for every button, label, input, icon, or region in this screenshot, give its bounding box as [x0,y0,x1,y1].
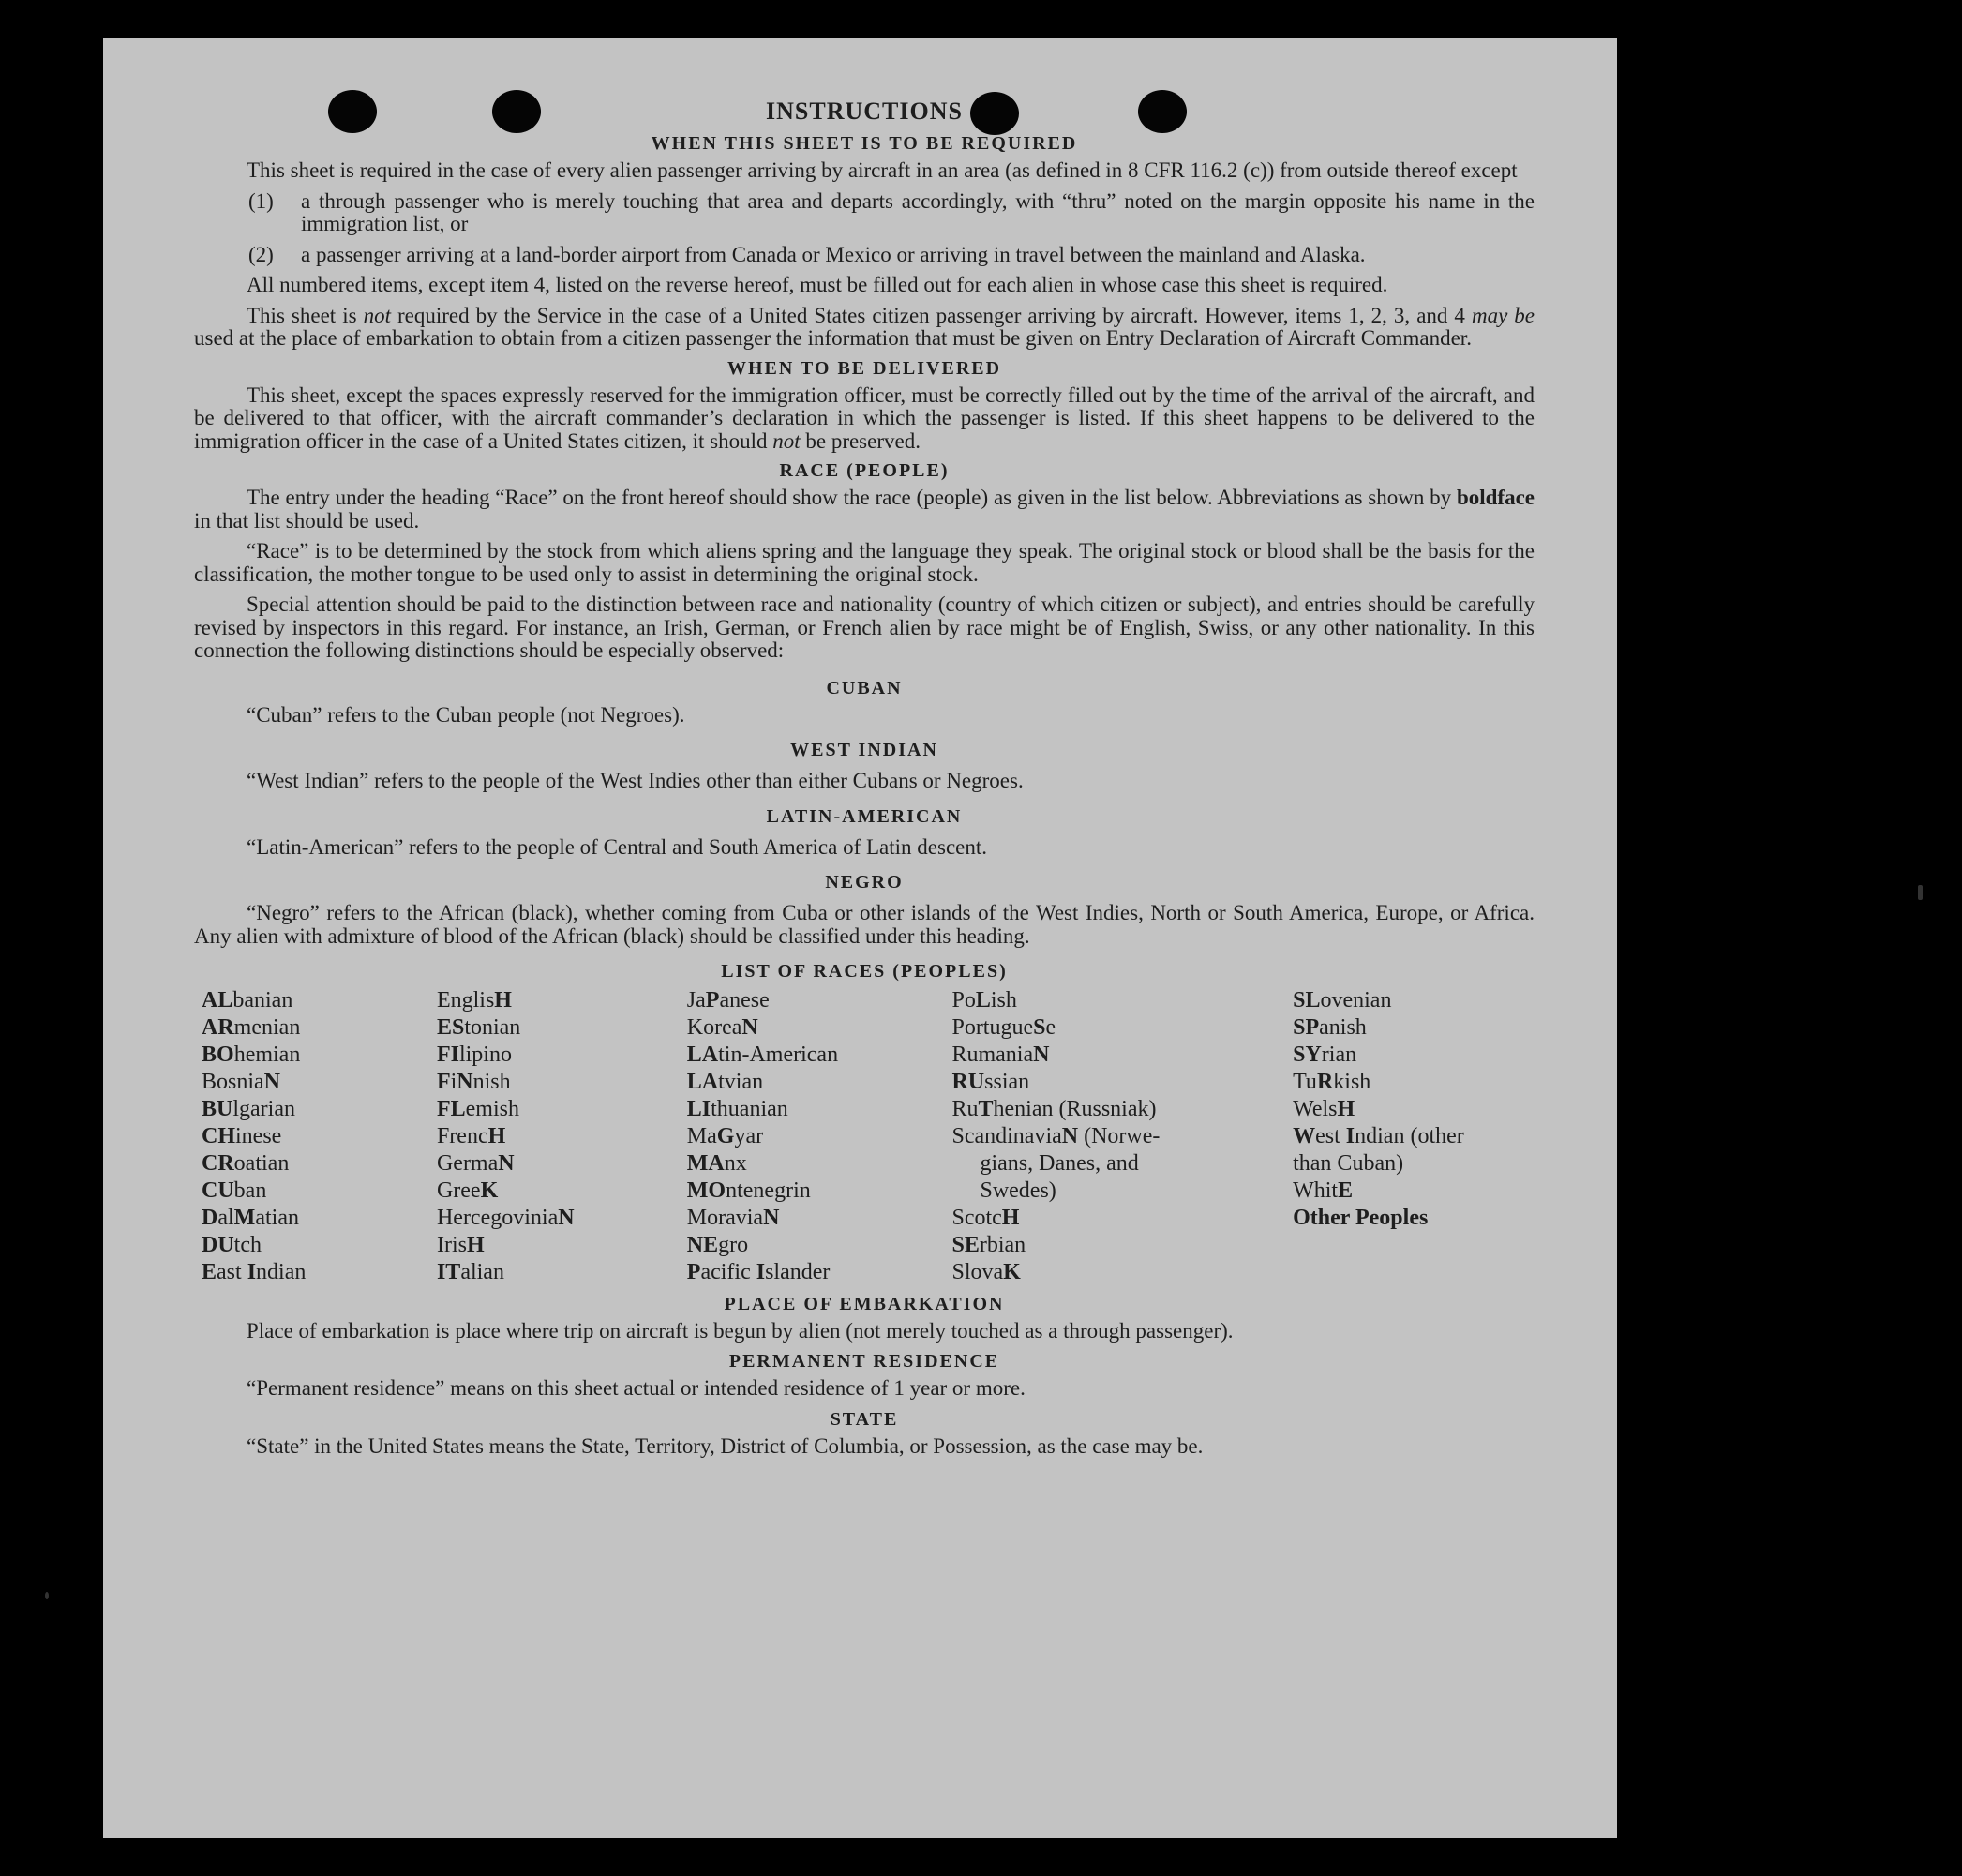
item-number: (2) [248,242,274,266]
scan-mark [1918,885,1923,900]
race-entry: WhitE [1293,1178,1354,1203]
race-column-5 [1293,987,1535,1286]
race-entry: gians, Danes, and [980,1151,1139,1176]
race-entry: Swedes) [980,1178,1056,1203]
section-heading-latin-american: LATIN-AMERICAN [766,805,963,827]
section-heading-negro: NEGRO [825,872,904,893]
race-entry: RumaniaN [951,1043,1050,1067]
race-entry: DalMatian [202,1206,299,1230]
scan-mark [45,1592,49,1599]
race-entry: ARmenian [202,1015,301,1040]
race-entry: EnglisH [436,988,512,1013]
race-entry: LIthuanian [686,1097,788,1121]
race-entry: BosniaN [202,1070,281,1094]
race-entry: NEgro [686,1233,749,1257]
state-text: “State” in the United States means the State, Territory, District of Columbia, or Possession, as the case may be. [247,1434,1204,1458]
page-title: INSTRUCTIONS [766,98,963,125]
item-number: (1) [248,188,274,213]
negro-text: “Negro” refers to the African (black), whether coming from Cuba or other islands of the West Indies, North or South America, Europe, or Africa. Any alien with admixture of blood of the African (black) should be classified under this heading. [194,901,1535,948]
race-paragraph-3: Special attention should be paid to the distinction between race and nationality (country of which citizen or subject), and entries should be carefully revised by inspectors in this regard. For instance, an Irish, German, or French alien by race might be of English, Swiss, or any other nationality. In this connection the following distinctions should be especially observed: [194,593,1535,662]
race-entry: GreeK [436,1178,499,1203]
race-column-2 [437,987,687,1286]
section-heading-residence: PERMANENT RESIDENCE [728,1350,1000,1372]
race-entry: SErbian [951,1233,1026,1257]
section-heading-required: WHEN THIS SHEET IS TO BE REQUIRED [651,133,1078,154]
race-entry: SlovaK [951,1260,1021,1284]
race-entry: JaPanese [686,988,770,1013]
race-column-3 [687,987,952,1286]
race-entry: RuThenian (Russniak) [951,1097,1157,1121]
race-column-1 [202,987,437,1286]
document-body [194,98,1535,1459]
race-entry: MoraviaN [686,1206,780,1230]
race-entry: RUssian [951,1070,1030,1094]
race-entry: PoLish [951,988,1017,1013]
race-entry: Pacific Islander [686,1260,831,1284]
race-entry: FrencH [436,1124,506,1148]
item-text: a passenger arriving at a land-border airport from Canada or Mexico or arriving in travel between the mainland and Alaska. [301,242,1366,266]
race-paragraph-2: “Race” is to be determined by the stock from which aliens spring and the language they speak. The original stock or blood shall be the basis for the classification, the mother tongue to be used only to assist in determining the original stock. [194,539,1535,586]
section-heading-race: RACE (PEOPLE) [779,460,950,481]
race-entry: GermaN [436,1151,515,1176]
exception-item-2 [194,244,1535,267]
race-entry: SPanish [1293,1015,1367,1040]
race-entry: CHinese [202,1124,282,1148]
delivered-paragraph: This sheet, except the spaces expressly reserved for the immigration officer, must be correctly filled out by the time of the arrival of the aircraft, and be delivered to that officer, with the aircraft commander’s declaration in which the passenger is listed. If this sheet happens to be delivered to the immigration officer in the case of a United States citizen, it should not be preserved. [194,383,1535,453]
race-entry: LAtin-American [686,1043,839,1067]
race-entry: ScandinaviaN (Norwe- [951,1124,1161,1148]
race-entry: PortugueSe [951,1015,1056,1040]
document-sheet [103,38,1617,1838]
race-entry: IrisH [436,1233,485,1257]
race-entry: West Indian (other [1293,1124,1464,1148]
race-entry: FiNnish [436,1070,511,1094]
race-entry: ITalian [436,1260,504,1284]
race-entry: SYrian [1293,1043,1357,1067]
cuban-text: “Cuban” refers to the Cuban people (not Negroes). [247,702,685,727]
race-entry: MOntenegrin [686,1178,811,1203]
section-heading-embarkation: PLACE OF EMBARKATION [724,1294,1005,1314]
section-heading-state: STATE [830,1409,899,1430]
race-entry: FLemish [436,1097,519,1121]
race-entry: East Indian [202,1260,307,1284]
race-entry: MAnx [686,1151,747,1176]
race-entry: CRoatian [202,1151,290,1176]
required-paragraph-2: All numbered items, except item 4, listed on the reverse hereof, must be filled out for each alien in whose case this sheet is required. [247,273,1388,296]
race-entry: BOhemian [202,1043,301,1067]
required-paragraph-3: This sheet is not required by the Service in the case of a United States citizen passenger arriving by aircraft. However, items 1, 2, 3, and 4 may be used at the place of embarkation to obtain from a citizen passenger the information that must be given on Entry Declaration of Aircraft Commander. [194,303,1535,350]
race-entry: EStonian [436,1015,521,1040]
race-entry: DUtch [202,1233,262,1257]
required-intro: This sheet is required in the case of every alien passenger arriving by aircraft in an area (as defined in 8 CFR 116.2 (c)) from outside thereof except [247,158,1518,182]
race-entry: LAtvian [686,1070,764,1094]
race-list [194,987,1535,1286]
race-paragraph-1: The entry under the heading “Race” on the front hereof should show the race (people) as given in the list below. Abbreviations as shown by boldface in that list should be used. [194,486,1535,533]
section-heading-cuban: CUBAN [826,677,903,698]
race-entry: CUban [202,1178,267,1203]
race-entry: WelsH [1293,1097,1355,1121]
item-text: a through passenger who is merely touching that area and departs accordingly, with “thru” noted on the margin opposite his name in the immigration list, or [301,188,1535,235]
embarkation-text: Place of embarkation is place where trip on aircraft is begun by alien (not merely touched as a through passenger). [247,1319,1234,1343]
race-entry: ALbanian [202,988,293,1013]
section-heading-west-indian: WEST INDIAN [790,740,938,760]
race-entry: SLovenian [1293,988,1392,1013]
race-entry: ScotcH [951,1206,1020,1230]
exception-item-1 [194,190,1535,236]
west-indian-text: “West Indian” refers to the people of the West Indies other than either Cubans or Negroes. [247,769,1024,792]
race-entry: MaGyar [686,1124,764,1148]
race-entry: BUlgarian [202,1097,295,1121]
latin-american-text: “Latin-American” refers to the people of Central and South America of Latin descent. [247,834,987,859]
section-heading-list: LIST OF RACES (PEOPLES) [721,961,1008,982]
race-entry: HercegoviniaN [436,1206,575,1230]
section-heading-delivered: WHEN TO BE DELIVERED [726,357,1002,379]
race-entry: Other Peoples [1293,1206,1429,1230]
race-entry: KoreaN [686,1015,758,1040]
race-column-4 [951,987,1293,1286]
residence-text: “Permanent residence” means on this sheet actual or intended residence of 1 year or more. [247,1375,1026,1400]
race-entry: FIlipino [436,1043,512,1067]
race-entry: TuRkish [1293,1070,1371,1094]
race-entry: than Cuban) [1293,1151,1404,1176]
